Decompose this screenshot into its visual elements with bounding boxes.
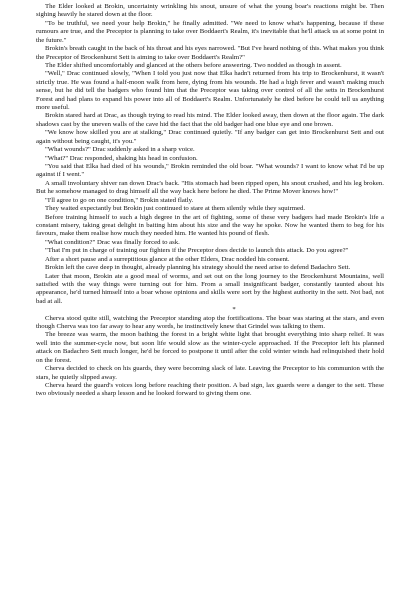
paragraph: "To be truthful, we need your help Brokin," he finally admitted. "We need to know what's happening, because if these rumours are true, and the Preceptor is planning to take over Boddaert's Realm, it's inevitable that he'll attack us at some point in the future."	[36, 19, 384, 44]
paragraph: Cherva decided to check on his guards, they were becoming slack of late. Leaving the Preceptor to his communion with the stars, he quietly slipped away.	[36, 365, 384, 381]
paragraph: "What wounds?" Drac suddenly asked in a sharp voice.	[45, 146, 195, 154]
paragraph: "What?" Drac responded, shaking his head in confusion.	[45, 154, 198, 162]
paragraph: "You said that Elka had died of his wounds," Brokin reminded the old boar. "What wounds? I want to know what I'd be up against if I went."	[36, 163, 384, 179]
paragraph: Cherva heard the guard's voices long before reaching their position. A bad sign, lax guards were a danger to the sett. These two obviously needed a sharp lesson and he looked forward to giving them one.	[36, 381, 384, 398]
paragraph: Later that moon, Brokin ate a good meal of worms, and set out on the long journey to the Brockenhurst Mountains, well satisfied with the way things were turning out for him. From a small insignificant badger, constantly taunted about his appearance, he'd turned himself into a boar whose opinions and skills were sort by the highest authority in the sett. Not bad, not bad at all.	[36, 272, 384, 305]
paragraph: "What condition?" Drac was finally forced to ask.	[45, 238, 180, 246]
paragraph: "We know how skilled you are at stalking," Drac continued quietly. "If any badger can get into Brockenhurst Sett and out again without being caught, it's you."	[36, 129, 384, 145]
paragraph: Brokin stared hard at Drac, as though trying to read his mind. The Elder looked away, then down at the floor again. The dark shadows cast by the uneven walls of the cave hid the fact that the old badger had one blue eye and one brown.	[36, 112, 384, 128]
paragraph: The Elder looked at Brokin, uncertainty wrinkling his snout, unsure of what the young boar's reactions might be. Then sighing heavily he stared down at the floor.	[36, 3, 384, 19]
paragraph: The breeze was warm, the moon bathing the forest in a bright white light that brought everything into sharp relief. It was well into the summer-cycle now, but soon life would slow as the winter-cycle approached. If the Preceptor left his planned attack on Badachro Sett much longer, he'd be forced to postpone it until after the cold winter winds had relinquished their hold on the forest.	[36, 331, 384, 364]
paragraph: A small involuntary shiver ran down Drac's back. "His stomach had been ripped open, his snout crushed, and his leg broken. But he somehow managed to drag himself all the way back here before he died. The Prime Mover knows how!"	[36, 179, 384, 196]
paragraph: "I'll agree to go on one condition," Brokin stated flatly.	[45, 196, 194, 204]
section-break: *	[232, 306, 236, 314]
paragraph: Brokin left the cave deep in thought, already planning his strategy should the need arise to defend Badachro Sett.	[45, 264, 351, 272]
paragraph: Before training himself to such a high degree in the art of fighting, some of these very badgers had made Brokin's life a constant misery, taking great delight in baiting him about his size and the way he spoke. Now he wanted them to beg for his favours, make them realise how much they needed him. He wanted his pound of flesh.	[36, 213, 384, 238]
paragraph: "That I'm put in charge of training our fighters if the Preceptor does decide to launch this attack. Do you agree?"	[45, 247, 349, 255]
paragraph: Cherva stood quite still, watching the Preceptor standing atop the fortifications. The boar was staring at the stars, and even though Cherva was too far away to hear any words, he instinctively knew that Grindel was talking to them.	[36, 314, 384, 331]
paragraph: The Elder shifted uncomfortably and glanced at the others before answering. Two nodded as though in assent.	[45, 61, 342, 69]
paragraph: After a short pause and a surreptitious glance at the other Elders, Drac nodded his consent.	[45, 255, 290, 263]
paragraph: "Well," Drac continued slowly, "When I told you just now that Elka hadn't returned from his trip to Brockenhurst, it wasn't strictly true. He was found a half-moon walk from here, dying from his wounds. He had a high fever and wasn't making much sense, but he did tell the badgers who found him that the Preceptor was taking over control of all the setts in Brockenhurst Forest and had plans to expand his power into all of Boddaert's Realm. Unfortunately he died before he could tell us anything more useful.	[36, 70, 384, 112]
paragraph: Brokin's breath caught in the back of his throat and his eyes narrowed. "But I've heard nothing of this. What makes you think the Preceptor of Brockenhurst Sett is aiming to take over Boddaert's Realm?"	[36, 45, 384, 61]
paragraph: They waited expectantly but Brokin just continued to stare at them silently while they squirmed.	[45, 205, 306, 213]
